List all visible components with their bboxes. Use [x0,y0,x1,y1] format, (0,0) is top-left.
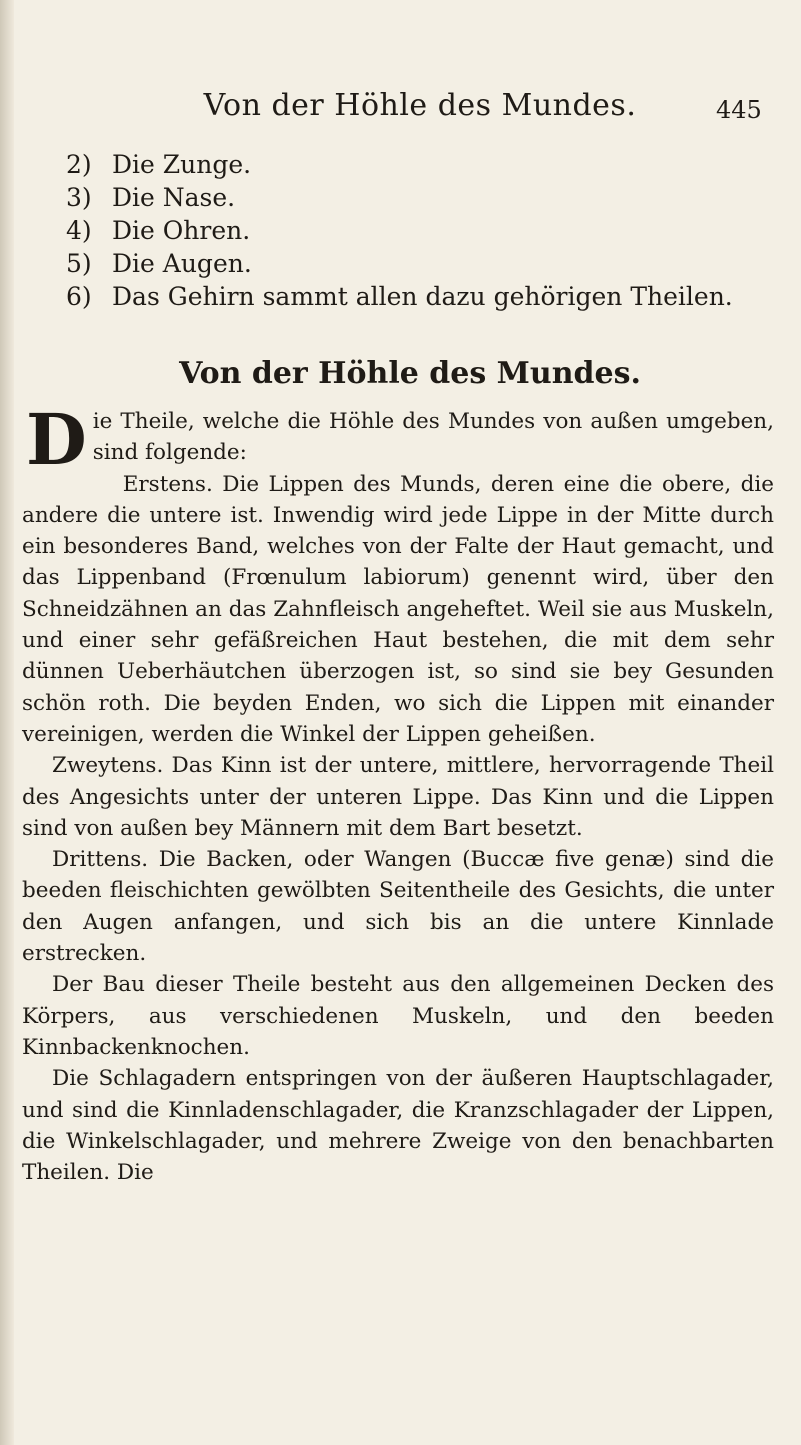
list-item-text: Die Zunge. [112,150,252,179]
list-item-text: Die Augen. [112,249,252,278]
list-item-number: 6) [66,282,92,311]
list-item-number: 2) [66,150,92,179]
page-gutter-shadow [0,0,14,1445]
list-item-number: 4) [66,216,92,245]
list-item [66,247,766,280]
list-item-text: Die Ohren. [112,216,251,245]
list-item-text: Die Nase. [112,183,236,212]
list-item-text: Das Gehirn sammt allen dazu gehörigen Theilen. [112,282,733,311]
paragraph-arteries: Die Schlagadern entspringen von der äußeren Hauptschlagader, und sind die Kinnladenschlagader, die Kranzschlagader der Lippen, die Winkelschlagader, und mehrere Zweige von den benachbarten Theilen. Die [22,1066,774,1186]
running-header: Von der Höhle des Mundes. [203,88,637,123]
page-number: 445 [716,96,762,124]
list-item [66,181,766,214]
list-item [66,148,766,181]
paragraph-intro [22,398,774,481]
list-item-number: 5) [66,249,92,278]
section-title: Von der Höhle des Mundes. [179,356,641,391]
paragraph-structure: Der Bau dieser Theile besteht aus den allgemeinen Decken des Körpers, aus verschiedenen Muskeln, und den beeden Kinnbackenknochen. [22,972,774,1060]
body-text [22,398,774,1188]
paragraph-cheeks: Drittens. Die Backen, oder Wangen (Buccæ five genæ) sind die beeden fleischichten gewölbten Seitentheile des Gesichts, die unter den Augen anfangen, und sich bis an die untere Kinnlade erstrecken. [22,847,774,967]
paragraph-intro-text: ie Theile, welche die Höhle des Mundes von außen umgeben, sind folgende: [92,409,774,466]
paragraph-chin: Zweytens. Das Kinn ist der untere, mittlere, hervorragende Theil des Angesichts unter der unteren Lippe. Das Kinn und die Lippen sind von außen bey Männern mit dem Bart besetzt. [22,753,774,841]
list-item [66,280,766,313]
list-item [66,214,766,247]
list-item-number: 3) [66,183,92,212]
paragraph-lips: Erstens. Die Lippen des Munds, deren eine die obere, die andere die untere ist. Inwendig wird jede Lippe in der Mitte durch ein besonderes Band, welches von der Falte der Haut gemacht, und das Lippenband (Frœnulum labiorum) genennt wird, über den Schneidzähnen an das Zahnfleisch angeheftet. Weil sie aus Muskeln, und einer sehr gefäßreichen Haut bestehen, die mit dem sehr dünnen Ueberhäutchen überzogen ist, so sind sie bey Gesunden schön roth. Die beyden Enden, wo sich die Lippen mit einander vereinigen, werden die Winkel der Lippen geheißen. [22,471,774,747]
numbered-list [66,148,766,313]
drop-cap: D [26,398,87,481]
